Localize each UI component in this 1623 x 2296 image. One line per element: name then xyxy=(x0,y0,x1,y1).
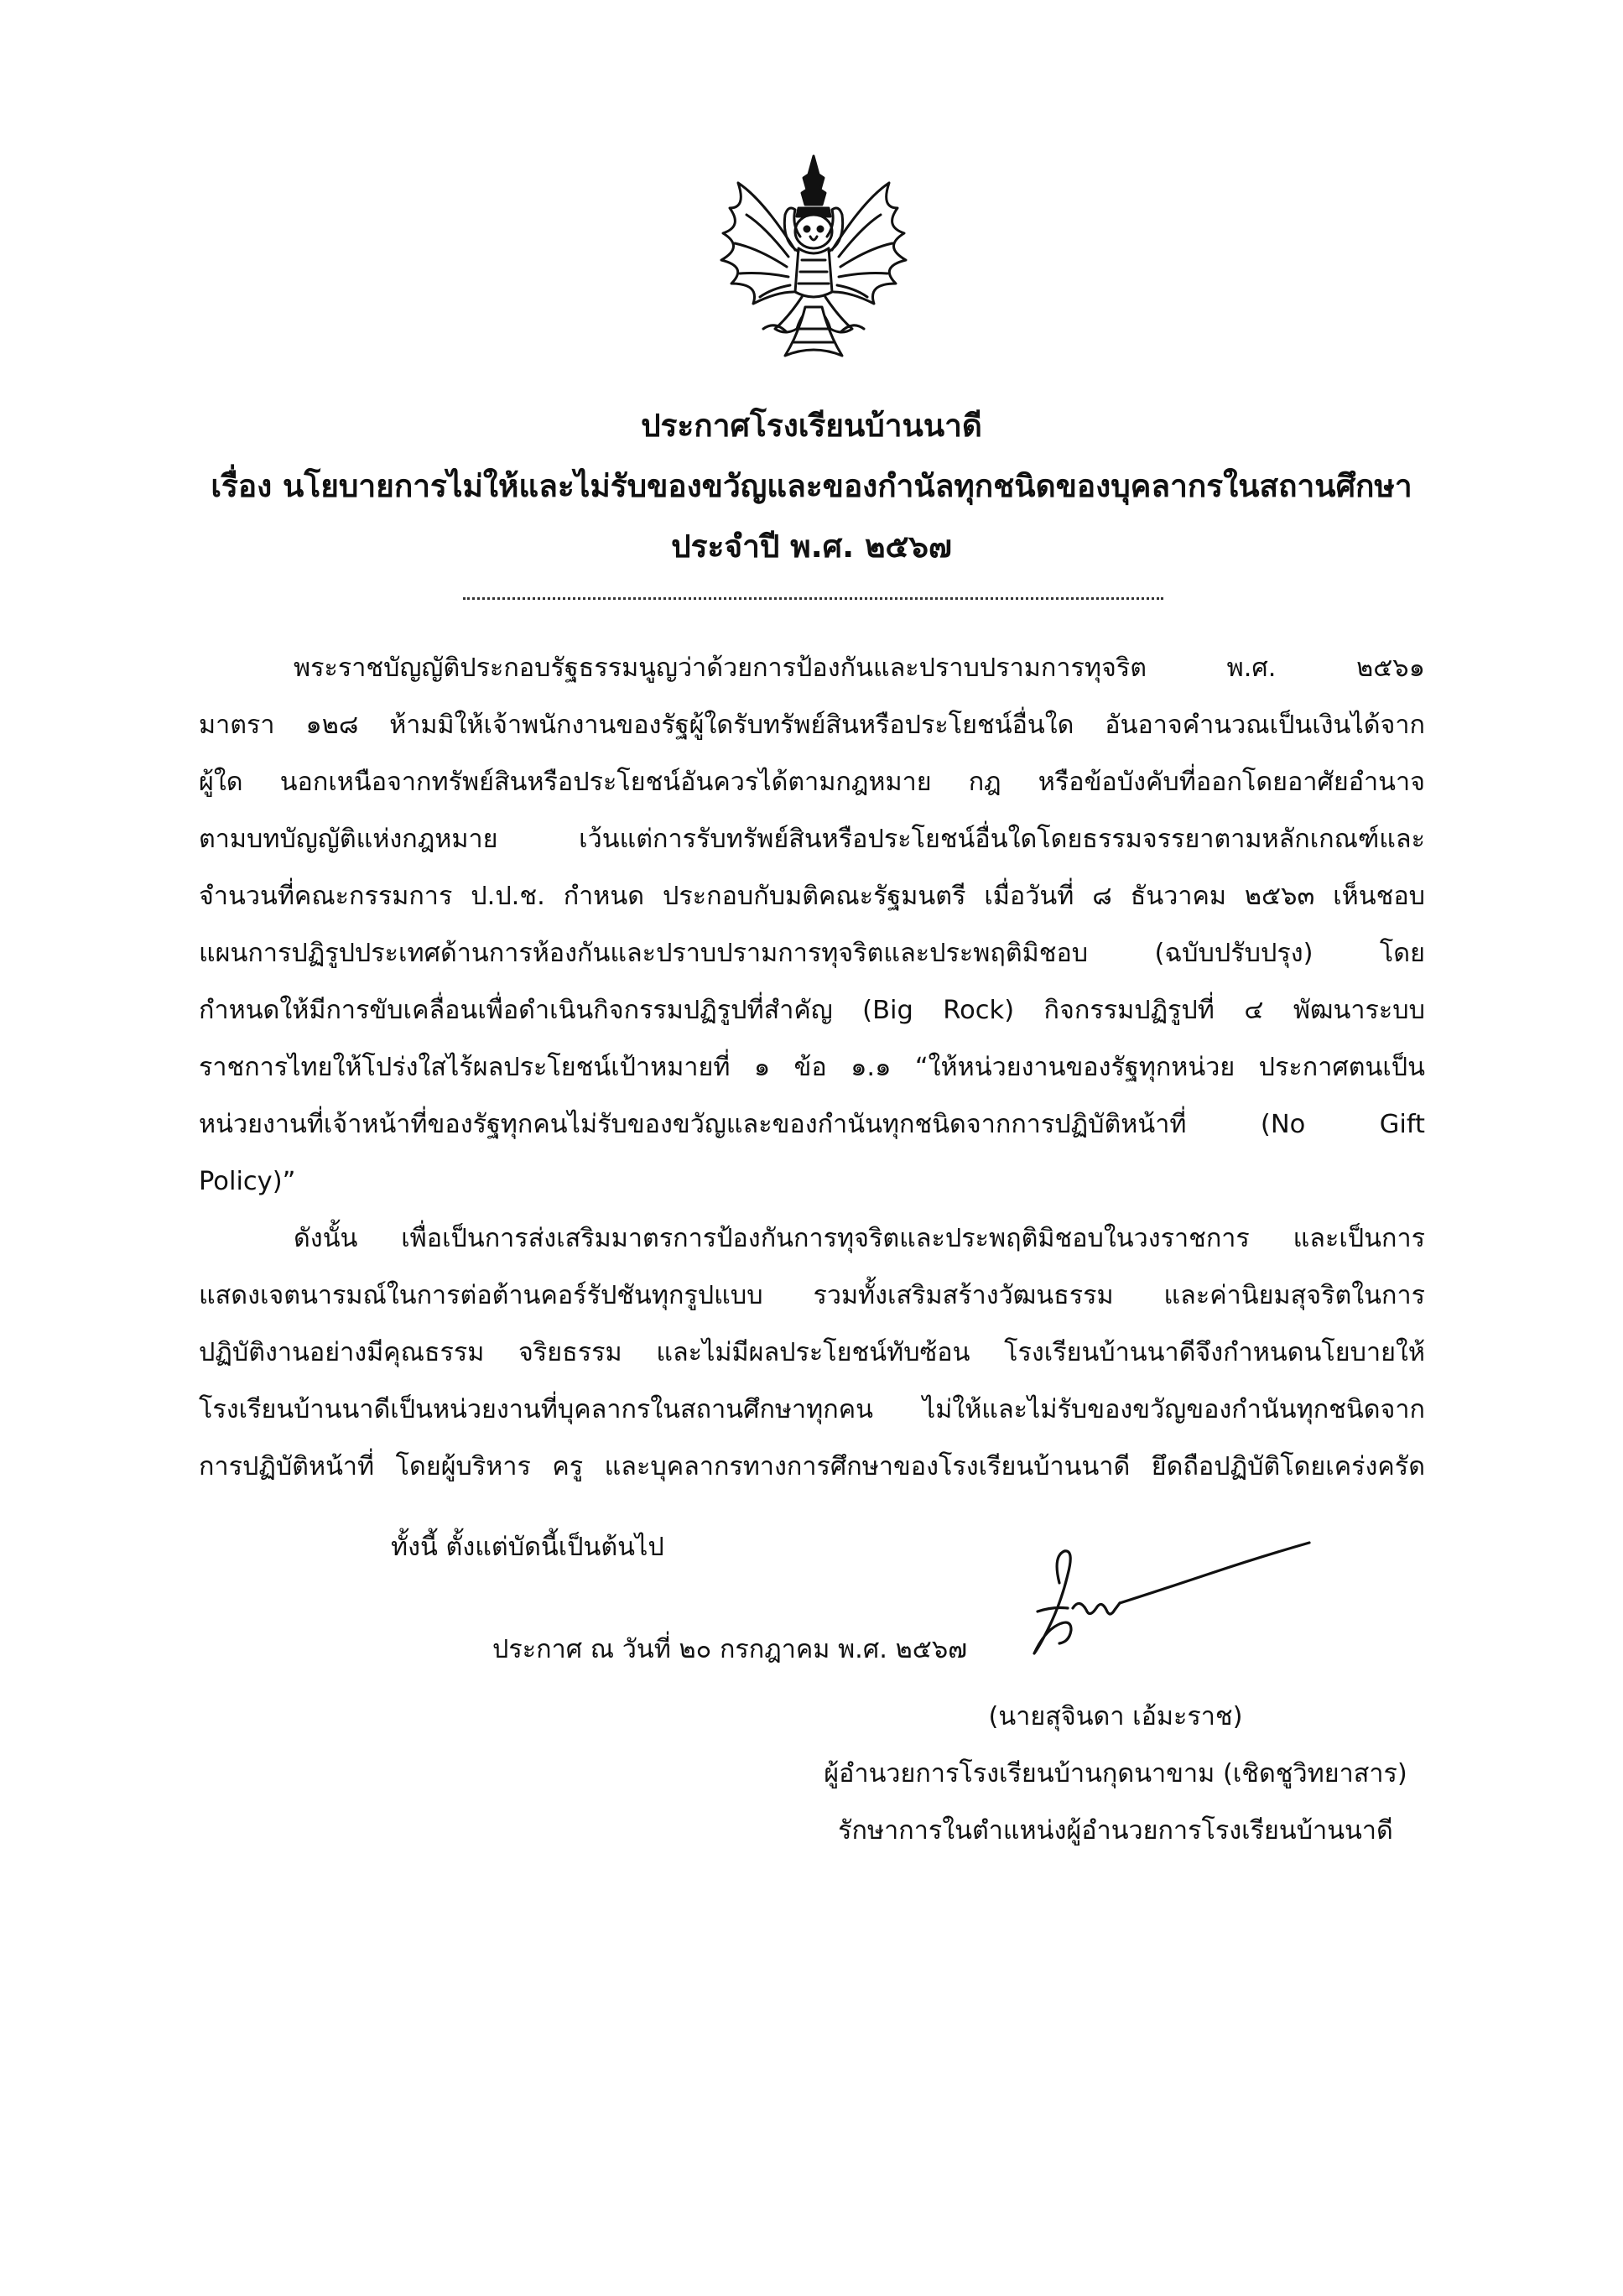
announcement-date: ประกาศ ณ วันที่ ๒๐ กรกฎาคม พ.ศ. ๒๕๖๗ xyxy=(492,1635,968,1664)
paragraph-line: โรงเรียนบ้านนาดีเป็นหน่วยงานที่บุคลากรในสถานศึกษาทุกคน ไม่ให้และไม่รับของขวัญของกำนันทุกชนิดจาก xyxy=(199,1395,1425,1424)
announcement-year: ประจำปี พ.ศ. ๒๕๖๗ xyxy=(671,528,952,565)
dotted-separator xyxy=(463,597,1163,600)
announcement-title: ประกาศโรงเรียนบ้านนาดี xyxy=(641,408,982,444)
signatory-position: ผู้อำนวยการโรงเรียนบ้านกุดนาขาม (เชิดชูวิทยาสาร) xyxy=(824,1759,1407,1788)
announcement-subject: เรื่อง นโยบายการไม่ให้และไม่รับของขวัญและของกำนัลทุกชนิดของบุคลากรในสถานศึกษา xyxy=(211,468,1412,504)
paragraph-line: กำหนดให้มีการขับเคลื่อนเพื่อดำเนินกิจกรรมปฏิรูปที่สำคัญ (Big Rock) กิจกรรมปฏิรูปที่ ๔ พัฒนาระบบ xyxy=(199,996,1425,1025)
paragraph-line: แผนการปฏิรูปประเทศด้านการห้องกันและปราบปรามการทุจริตและประพฤติมิชอบ (ฉบับปรับปรุง) โดย xyxy=(199,939,1425,968)
paragraph-line: ผู้ใด นอกเหนือจากทรัพย์สินหรือประโยชน์อันควรได้ตามกฎหมาย กฎ หรือข้อบังคับที่ออกโดยอาศัยอำนาจ xyxy=(199,768,1425,797)
paragraph-line: ตามบทบัญญัติแห่งกฎหมาย เว้นแต่การรับทรัพย์สินหรือประโยชน์อื่นใดโดยธรรมจรรยาตามหลักเกณฑ์และ xyxy=(199,825,1425,854)
garuda-emblem-icon xyxy=(705,149,923,367)
paragraph-line: ปฏิบัติงานอย่างมีคุณธรรม จริยธรรม และไม่มีผลประโยชน์ทับซ้อน โรงเรียนบ้านนาดีจึงกำหนดนโยบายให้ xyxy=(199,1338,1425,1367)
paragraph-line: หน่วยงานที่เจ้าหน้าที่ของรัฐทุกคนไม่รับของขวัญและของกำนันทุกชนิดจากการปฏิบัติหน้าที่ (No Gift xyxy=(199,1110,1425,1139)
paragraph-line: มาตรา ๑๒๘ ห้ามมิให้เจ้าพนักงานของรัฐผู้ใดรับทรัพย์สินหรือประโยชน์อื่นใด อันอาจคำนวณเป็นเงินได้จาก xyxy=(199,711,1425,740)
handwritten-signature-icon xyxy=(1019,1531,1313,1661)
effective-statement: ทั้งนี้ ตั้งแต่บัดนี้เป็นต้นไป xyxy=(391,1533,664,1562)
paragraph-line: พระราชบัญญัติประกอบรัฐธรรมนูญว่าด้วยการป้องกันและปราบปรามการทุจริต พ.ศ. ๒๕๖๑ xyxy=(294,653,1425,683)
paragraph-line: จำนวนที่คณะกรรมการ ป.ป.ช. กำหนด ประกอบกับมติคณะรัฐมนตรี เมื่อวันที่ ๘ ธันวาคม ๒๕๖๓ เห็นชอบ xyxy=(199,882,1425,911)
paragraph-line: ราชการไทยให้โปร่งใสไร้ผลประโยชน์เป้าหมายที่ ๑ ข้อ ๑.๑ “ให้หน่วยงานของรัฐทุกหน่วย ประกาศตนเป็น xyxy=(199,1053,1425,1082)
paragraph-line: Policy)” xyxy=(199,1167,296,1196)
paragraph-line: การปฏิบัติหน้าที่ โดยผู้บริหาร ครู และบุคลากรทางการศึกษาของโรงเรียนบ้านนาดี ยึดถือปฏิบัติโดยเคร่งครัด xyxy=(199,1452,1425,1481)
signatory-name: (นายสุจินดา เอ้มะราช) xyxy=(988,1702,1243,1731)
signatory-acting-position: รักษาการในตำแหน่งผู้อำนวยการโรงเรียนบ้านนาดี xyxy=(838,1816,1393,1846)
paragraph-line: แสดงเจตนารมณ์ในการต่อต้านคอร์รัปชันทุกรูปแบบ รวมทั้งเสริมสร้างวัฒนธรรม และค่านิยมสุจริตในการ xyxy=(199,1281,1425,1310)
paragraph-line: ดังนั้น เพื่อเป็นการส่งเสริมมาตรการป้องกันการทุจริตและประพฤติมิชอบในวงราชการ และเป็นการ xyxy=(294,1224,1425,1253)
